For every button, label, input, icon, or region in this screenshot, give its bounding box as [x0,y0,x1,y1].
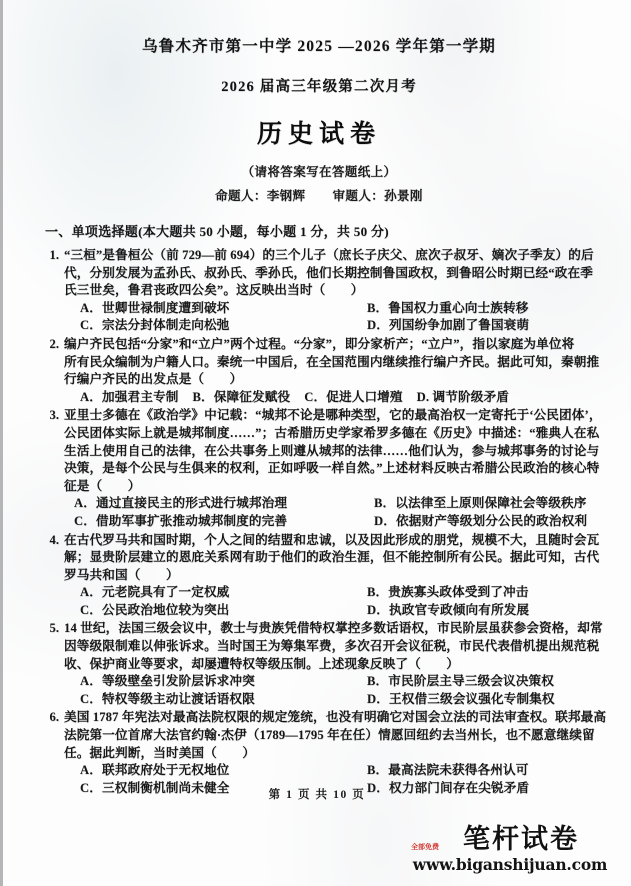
option-list [64,495,601,530]
question-stem-line: 任。据此判断，当时美国（ ） [64,745,256,760]
question-item [37,709,607,797]
page-footer: 第 1 页 共 10 页 [268,789,366,801]
question-stem-line: 因等级限制难以伸张诉求。当时国王为筹集军费，多次召开会议征税，市民代表借机提出规范税 [64,639,600,654]
question-list [37,247,607,797]
option-choice[interactable]: B．鲁国权力重心向士族转移 [367,300,529,315]
watermark-url: www.biganshijuan.com [412,855,608,874]
option-choice[interactable]: D．列国纷争加剧了鲁国衰萌 [367,318,530,333]
option-row [64,602,601,620]
question-stem-line: “三桓”是鲁桓公（前 729—前 694）的三个儿子（庶长子庆父、庶次子叔牙、嫡次子季友）的后 [64,248,594,262]
page-title: 历史试卷 [256,121,381,148]
question-stem-line: 亚里士多德在《政治学》中记载：“城邦不论是哪种类型，它的最高治权一定寄托于‘公民团体’， [64,408,602,423]
option-row [64,495,601,513]
question-item [37,532,601,620]
question-stem-line: 收、保护商业等要求，却屡遭特权等级压制。上述现象反映了（ ） [64,656,460,671]
question-body [64,532,601,620]
question-body [64,620,601,708]
question-stem-line: 在古代罗马共和国时期，个人之间的结盟和忠诚，以及因此形成的朋党，规模不大，且随时会瓦 [64,532,600,547]
option-row [64,513,601,531]
watermark [405,823,615,874]
exam-header: 2026 届高三年级第二次月考 [221,79,417,95]
option-choice[interactable]: D．权力部门间存在尖锐矛盾 [367,780,530,795]
option-choice[interactable]: A．联邦政府处于无权地位 [80,763,230,778]
watermark-free-tag: 全部免费 [411,843,439,851]
watermark-brand: 笔杆试卷 [463,823,579,855]
option-choice[interactable]: A．世卿世禄制度遭到破坏 [80,300,230,315]
question-item [37,247,601,335]
setter-label: 命题人：李钢辉 [215,189,306,203]
option-choice[interactable]: C．特权等级主动让渡话语权限 [80,691,255,706]
option-choice[interactable]: B．保障征发赋役 [192,389,291,404]
question-item [37,620,601,708]
question-stem-line: 罗马共和国（ ） [64,567,179,582]
option-list [64,584,601,619]
question-number: 2. [49,336,59,351]
option-list [64,673,601,708]
question-stem-line: 征是（ ） [64,478,141,493]
option-row [64,389,601,407]
question-stem-line: 公民团体实际上就是城邦制度……”；古希腊历史学家希罗多德在《历史》中描述：“雅典人在私 [64,425,600,440]
question-body [64,336,601,406]
option-choice[interactable]: D．执政官专政倾向有所发展 [367,602,530,617]
option-row [64,691,601,709]
question-stem-line: 所有民众编制为户籍人口。秦统一中国后，在全国范围内继续推行编户齐民。据此可知，秦朝推 [64,354,600,369]
option-choice[interactable]: D．王权借三级会议强化专制集权 [367,691,555,706]
option-choice[interactable]: A．元老院具有了一定权威 [80,585,230,600]
question-stem-line: 代，分别发展为孟孙氏、叔孙氏、季孙氏，他们长期控制鲁国政权，到鲁昭公时期已经“政在季 [64,265,593,280]
question-item [37,336,601,406]
option-choice[interactable]: C．促进人口增殖 [304,389,403,404]
option-choice[interactable]: D. 调节阶级矛盾 [416,389,509,404]
option-choice[interactable]: C．借助军事扩张推动城邦制度的完善 [74,513,288,528]
section-heading: 一、单项选择题(本大题共 50 小题，每小题 1 分，共 50 分) [45,224,389,239]
question-stem-line: 解；显贵阶层建立的恩庇关系网有助于他们的政治生涯，但不能控制所有公民。据此可知，古代 [64,550,600,565]
option-choice[interactable]: B．以法律至上原则保障社会等级秩序 [374,496,587,511]
reviewer-label: 审题人：孙景刚 [332,189,423,203]
option-choice[interactable]: C．三权制衡机制尚未健全 [80,780,230,795]
question-body [64,407,601,530]
option-choice[interactable]: D．依据财产等级划分公民的政治权利 [374,513,588,528]
school-header: 乌鲁木齐市第一中学 2025 —2026 学年第一学期 [141,38,497,55]
question-stem-line: 法院第一位首席大法官约翰·杰伊（1789—1795 年在任）情愿回纽约去当州长，也不愿意继续留 [64,728,595,743]
answer-sheet-note: （请将答案写在答题纸上） [241,165,397,179]
option-choice[interactable]: C．宗法分封体制走向松弛 [80,318,230,333]
option-row [64,300,601,318]
question-number: 1. [49,248,59,262]
option-choice[interactable]: A．加强君主专制 [80,389,179,404]
question-stem-line: 14 世纪，法国三级会议中，教士与贵族凭借特权掌控多数话语权，市民阶层虽获参会资格，却常 [64,621,603,636]
option-choice[interactable]: C．公民政治地位较为突出 [80,602,230,617]
option-row [64,673,601,691]
option-row [64,584,601,602]
question-number: 3. [49,408,59,423]
question-stem-line: 氏三世矣，鲁君丧政四公矣”。这反映出当时（ ） [64,283,364,298]
page-content [3,0,631,886]
option-list [64,389,601,407]
option-row [64,762,601,780]
question-stem-line: 生活上使用自己的法律，在公共事务上则遵从城邦的法律……他们认为，参与城邦事务的讨论与 [64,443,600,458]
option-choice[interactable]: A．通过直接民主的形式进行城邦治理 [74,496,288,511]
question-body [64,709,607,797]
question-stem-line: 决策，是每个公民与生俱来的权利，正如呼吸一样自然。”上述材料反映古希腊公民政治的核心特 [64,461,600,476]
option-list [64,300,601,335]
option-choice[interactable]: B．市民阶层主导三级会议决策权 [367,674,554,689]
question-number: 6. [49,710,59,725]
question-stem-line: 编户齐民包括“分家”和“立户”两个过程。“分家”，即分家析产；“立户”，指以家庭为单位将 [64,336,575,351]
credits-line [37,186,601,204]
option-choice[interactable]: B．贵族寡头政体受到了冲击 [367,585,529,600]
question-stem-line: 美国 1787 年宪法对最高法院权限的规定笼统，也没有明确它对国会立法的司法审查权。联邦最高 [64,710,607,725]
question-number: 4. [49,532,59,547]
question-number: 5. [49,621,59,636]
question-stem-line: 行编户齐民的出发点是（ ） [64,372,243,387]
question-item [37,407,601,530]
option-row [64,317,601,335]
option-choice[interactable]: A．等级壁垒引发阶层诉求冲突 [80,674,255,689]
option-choice[interactable]: B．最高法院未获得各州认可 [367,763,529,778]
question-body [64,247,601,335]
